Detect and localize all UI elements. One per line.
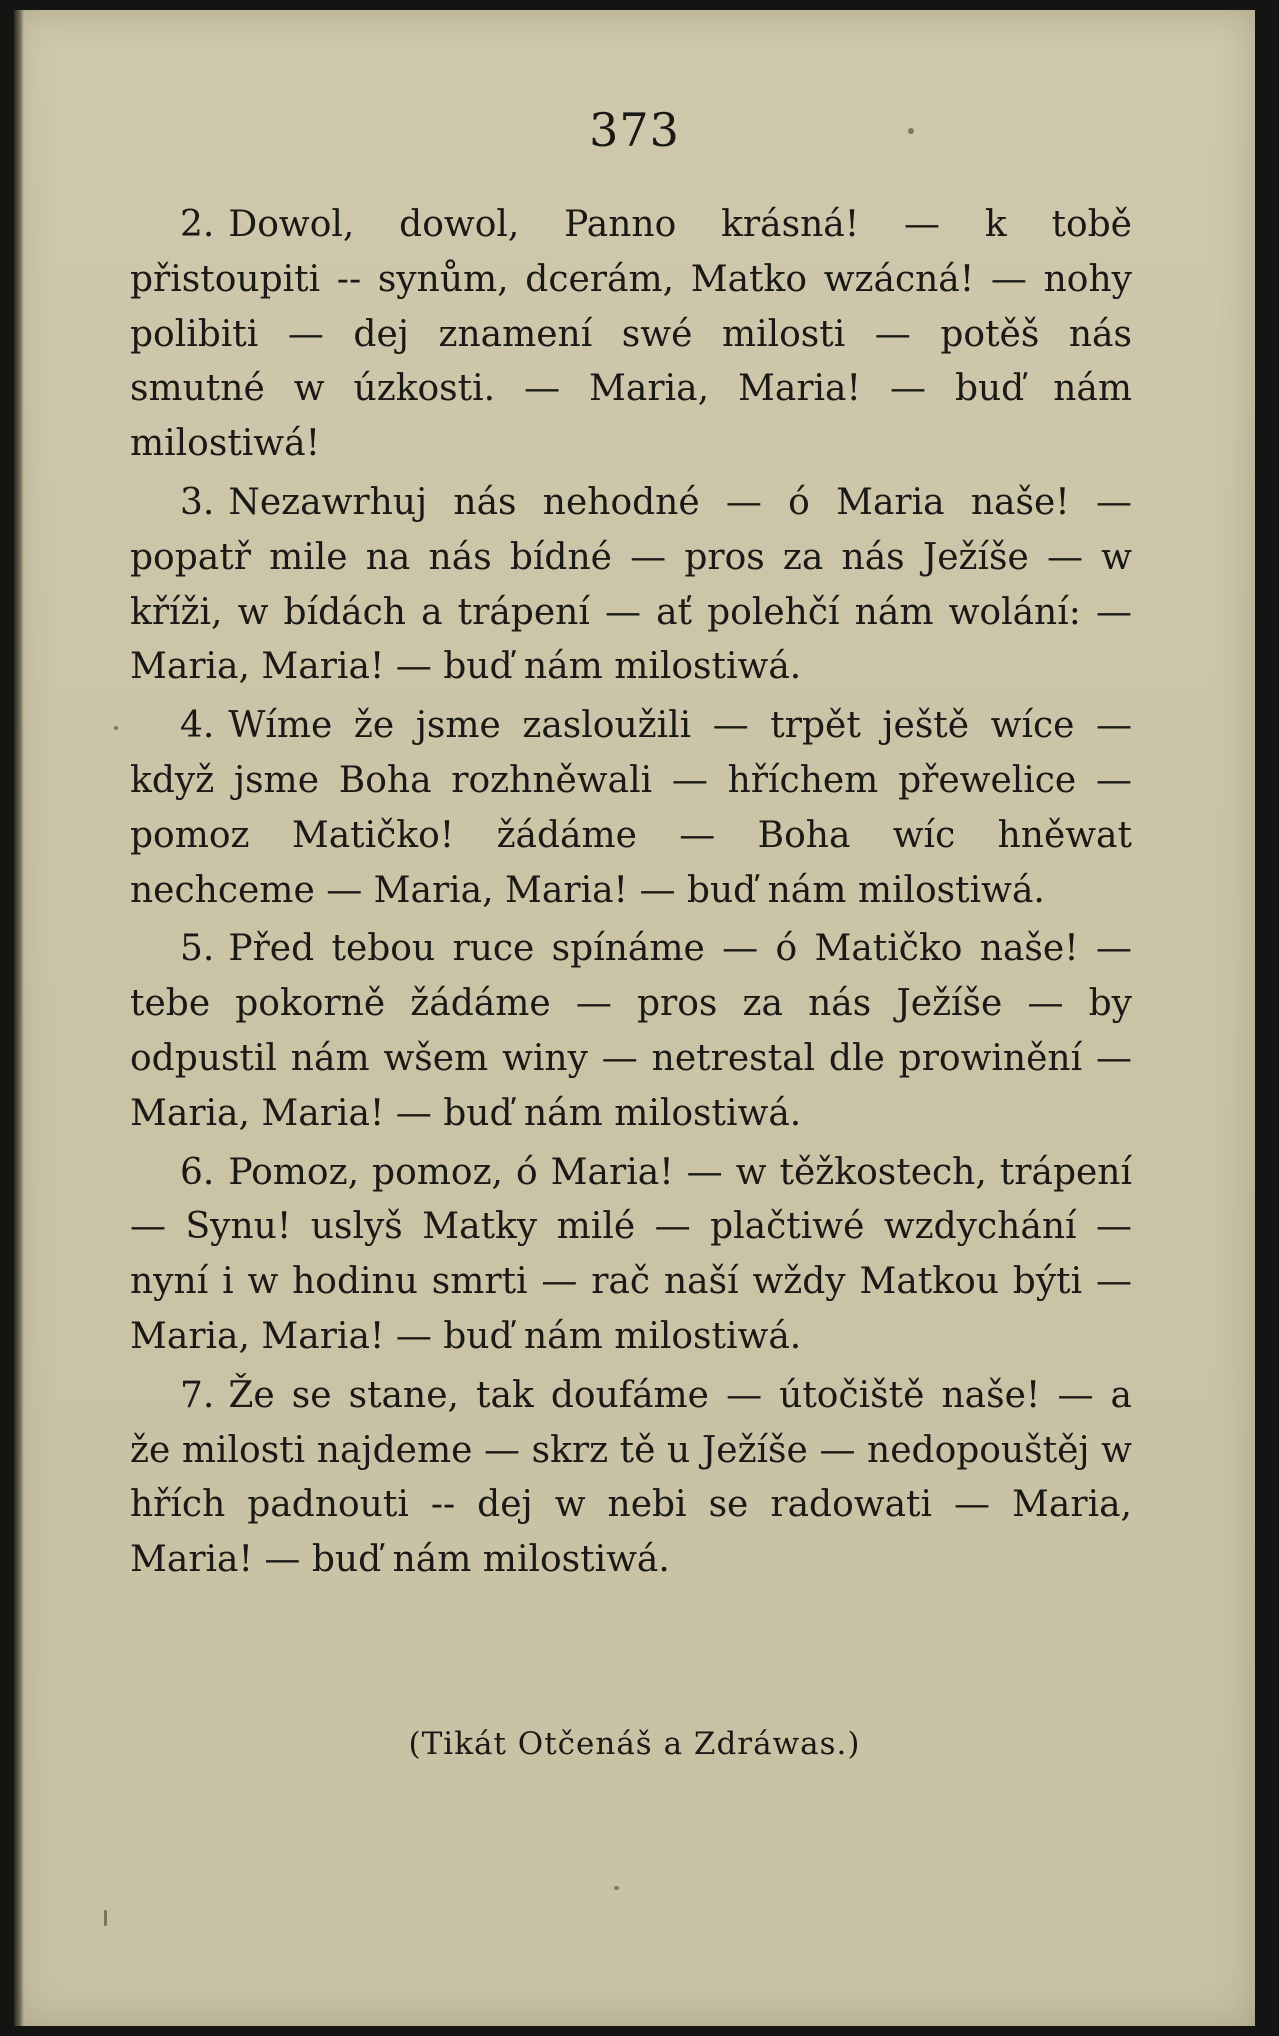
verse-5 — [130, 922, 1132, 1141]
closing-note: (Tikát Otčenáš a Zdráwas.) — [408, 1726, 861, 1762]
verse-number: 4. — [180, 705, 215, 747]
verse-text: Wíme že jsme zasloužili — trpět ještě wíce — když jsme Boha rozhněwali — hříchem přewelice — pomoz Matičko! žádáme — Boha wíc hněwat nechceme — Maria, Maria! — buď nám milostiwá. — [130, 705, 1132, 911]
verse-3 — [130, 476, 1132, 695]
verse-text: Že se stane, tak doufáme — útočiště naše! — a že milosti najdeme — skrz tě u Ježíše — nedopouštěj w hřích padnouti -- dej w nebi se radowati — Maria, Maria! — buď nám milostiwá. — [130, 1374, 1132, 1581]
page-number: 373 — [589, 103, 680, 157]
verse-number: 3. — [180, 481, 215, 523]
verse-6 — [130, 1146, 1132, 1365]
verse-text: Nezawrhuj nás nehodné — ó Maria naše! — popatř mile na nás bídné — pros za nás Ježíše — w kříži, w bídách a trápení — ať polehčí nám wolání: — Maria, Maria! — buď nám milostiwá. — [130, 481, 1132, 688]
paper-speck — [908, 128, 914, 134]
hymn-verses — [130, 198, 1132, 1592]
paper-speck — [614, 1886, 619, 1890]
verse-number: 5. — [180, 928, 215, 970]
verse-7 — [130, 1369, 1132, 1588]
verse-2 — [130, 198, 1132, 472]
verse-4 — [130, 699, 1132, 918]
verse-text: Dowol, dowol, Panno krásná! — k tobě přistoupiti -- synům, dcerám, Matko wzácná! — nohy polibiti — dej znamení swé milosti — potěš nás smutné w úzkosti. — Maria, Maria! — buď nám milostiwá! — [130, 204, 1132, 465]
paper-speck — [114, 726, 118, 730]
verse-number: 6. — [180, 1151, 215, 1193]
verse-text: Před tebou ruce spínáme — ó Matičko naše! — tebe pokorně žádáme — pros za nás Ježíše — by odpustil nám wšem winy — netrestal dle prowinění — Maria, Maria! — buď nám milostiwá. — [130, 928, 1132, 1134]
verse-number: 2. — [180, 204, 215, 245]
verse-text: Pomoz, pomoz, ó Maria! — w těžkostech, trápení — Synu! uslyš Matky milé — plačtiwé wzdychání — nyní i w hodinu smrti — rač naší wždy Matkou býti — Maria, Maria! — buď nám milostiwá. — [130, 1151, 1132, 1357]
book-page — [14, 10, 1255, 2026]
verse-number: 7. — [180, 1374, 215, 1416]
paper-speck — [104, 1910, 107, 1926]
